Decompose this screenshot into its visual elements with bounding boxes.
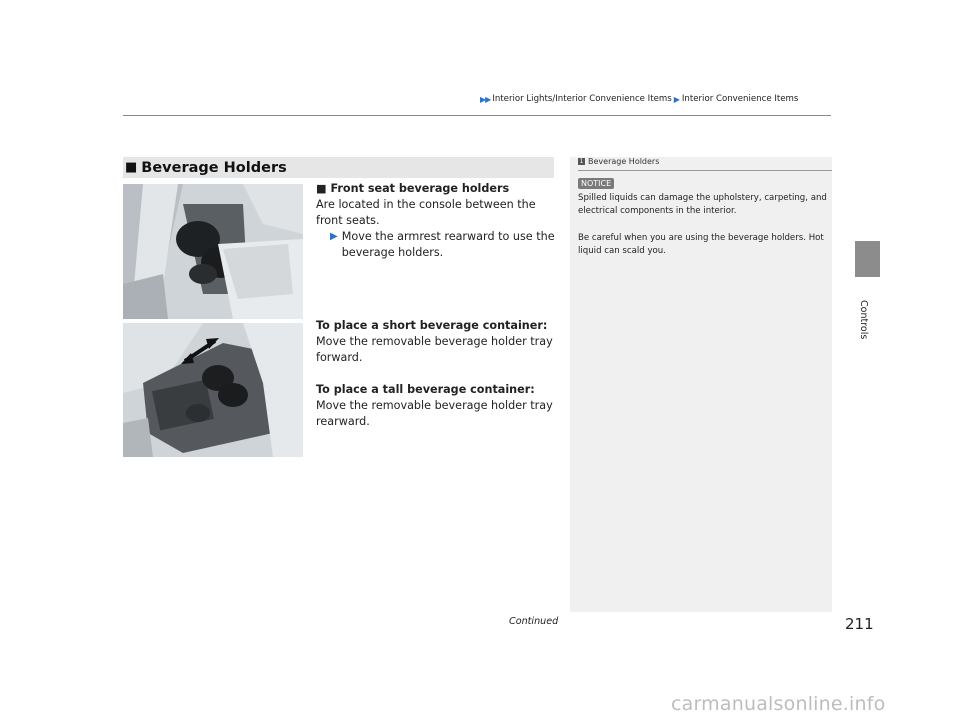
double-chevron-icon: ▶▶ — [480, 94, 491, 104]
section-tab-label: Controls — [858, 300, 869, 340]
tray-photo — [123, 323, 303, 457]
tall-paragraph — [316, 382, 556, 430]
tall-text: Move the removable beverage holder tray rearward. — [316, 399, 553, 428]
page-number: 211 — [845, 615, 874, 633]
section-title: Beverage Holders — [141, 159, 287, 176]
chevron-right-icon: ▶ — [673, 94, 680, 104]
section-tab[interactable] — [855, 241, 880, 277]
header-divider — [123, 115, 831, 116]
short-text: Move the removable beverage holder tray forward. — [316, 335, 553, 364]
arrow-icon: ▶ — [330, 231, 338, 242]
armrest-photo — [123, 184, 303, 319]
intro-text: Are located in the console between the front seats. — [316, 198, 536, 227]
notice-text: Spilled liquids can damage the upholstery, carpeting, and electrical components in the interior. — [578, 193, 827, 216]
reference-number-icon: 1 — [579, 158, 584, 165]
short-label: To place a short beverage container: — [316, 319, 548, 332]
tall-label: To place a tall beverage container: — [316, 383, 535, 396]
caution-text: Be careful when you are using the beverage holders. Hot liquid can scald you. — [578, 233, 824, 256]
section-heading — [123, 157, 554, 178]
section-marker: ■ — [125, 160, 138, 175]
subheading: ■ Front seat beverage holders — [316, 182, 510, 195]
tray-instructions — [316, 318, 556, 430]
continued-label: Continued — [509, 616, 559, 627]
notes-panel — [570, 157, 832, 612]
watermark: carmanualsonline.info — [671, 693, 886, 715]
main-content — [316, 181, 556, 261]
breadcrumb-item[interactable]: Interior Convenience Items — [681, 94, 799, 104]
notes-divider — [578, 170, 832, 171]
notes-heading: 1 Beverage Holders — [579, 157, 660, 166]
breadcrumb-item[interactable]: Interior Lights/Interior Convenience Items — [492, 94, 672, 104]
notice-badge: NOTICE — [578, 178, 614, 189]
breadcrumb — [480, 94, 798, 104]
instruction-step: ▶ Move the armrest rearward to use the beverage holders. — [330, 230, 555, 259]
